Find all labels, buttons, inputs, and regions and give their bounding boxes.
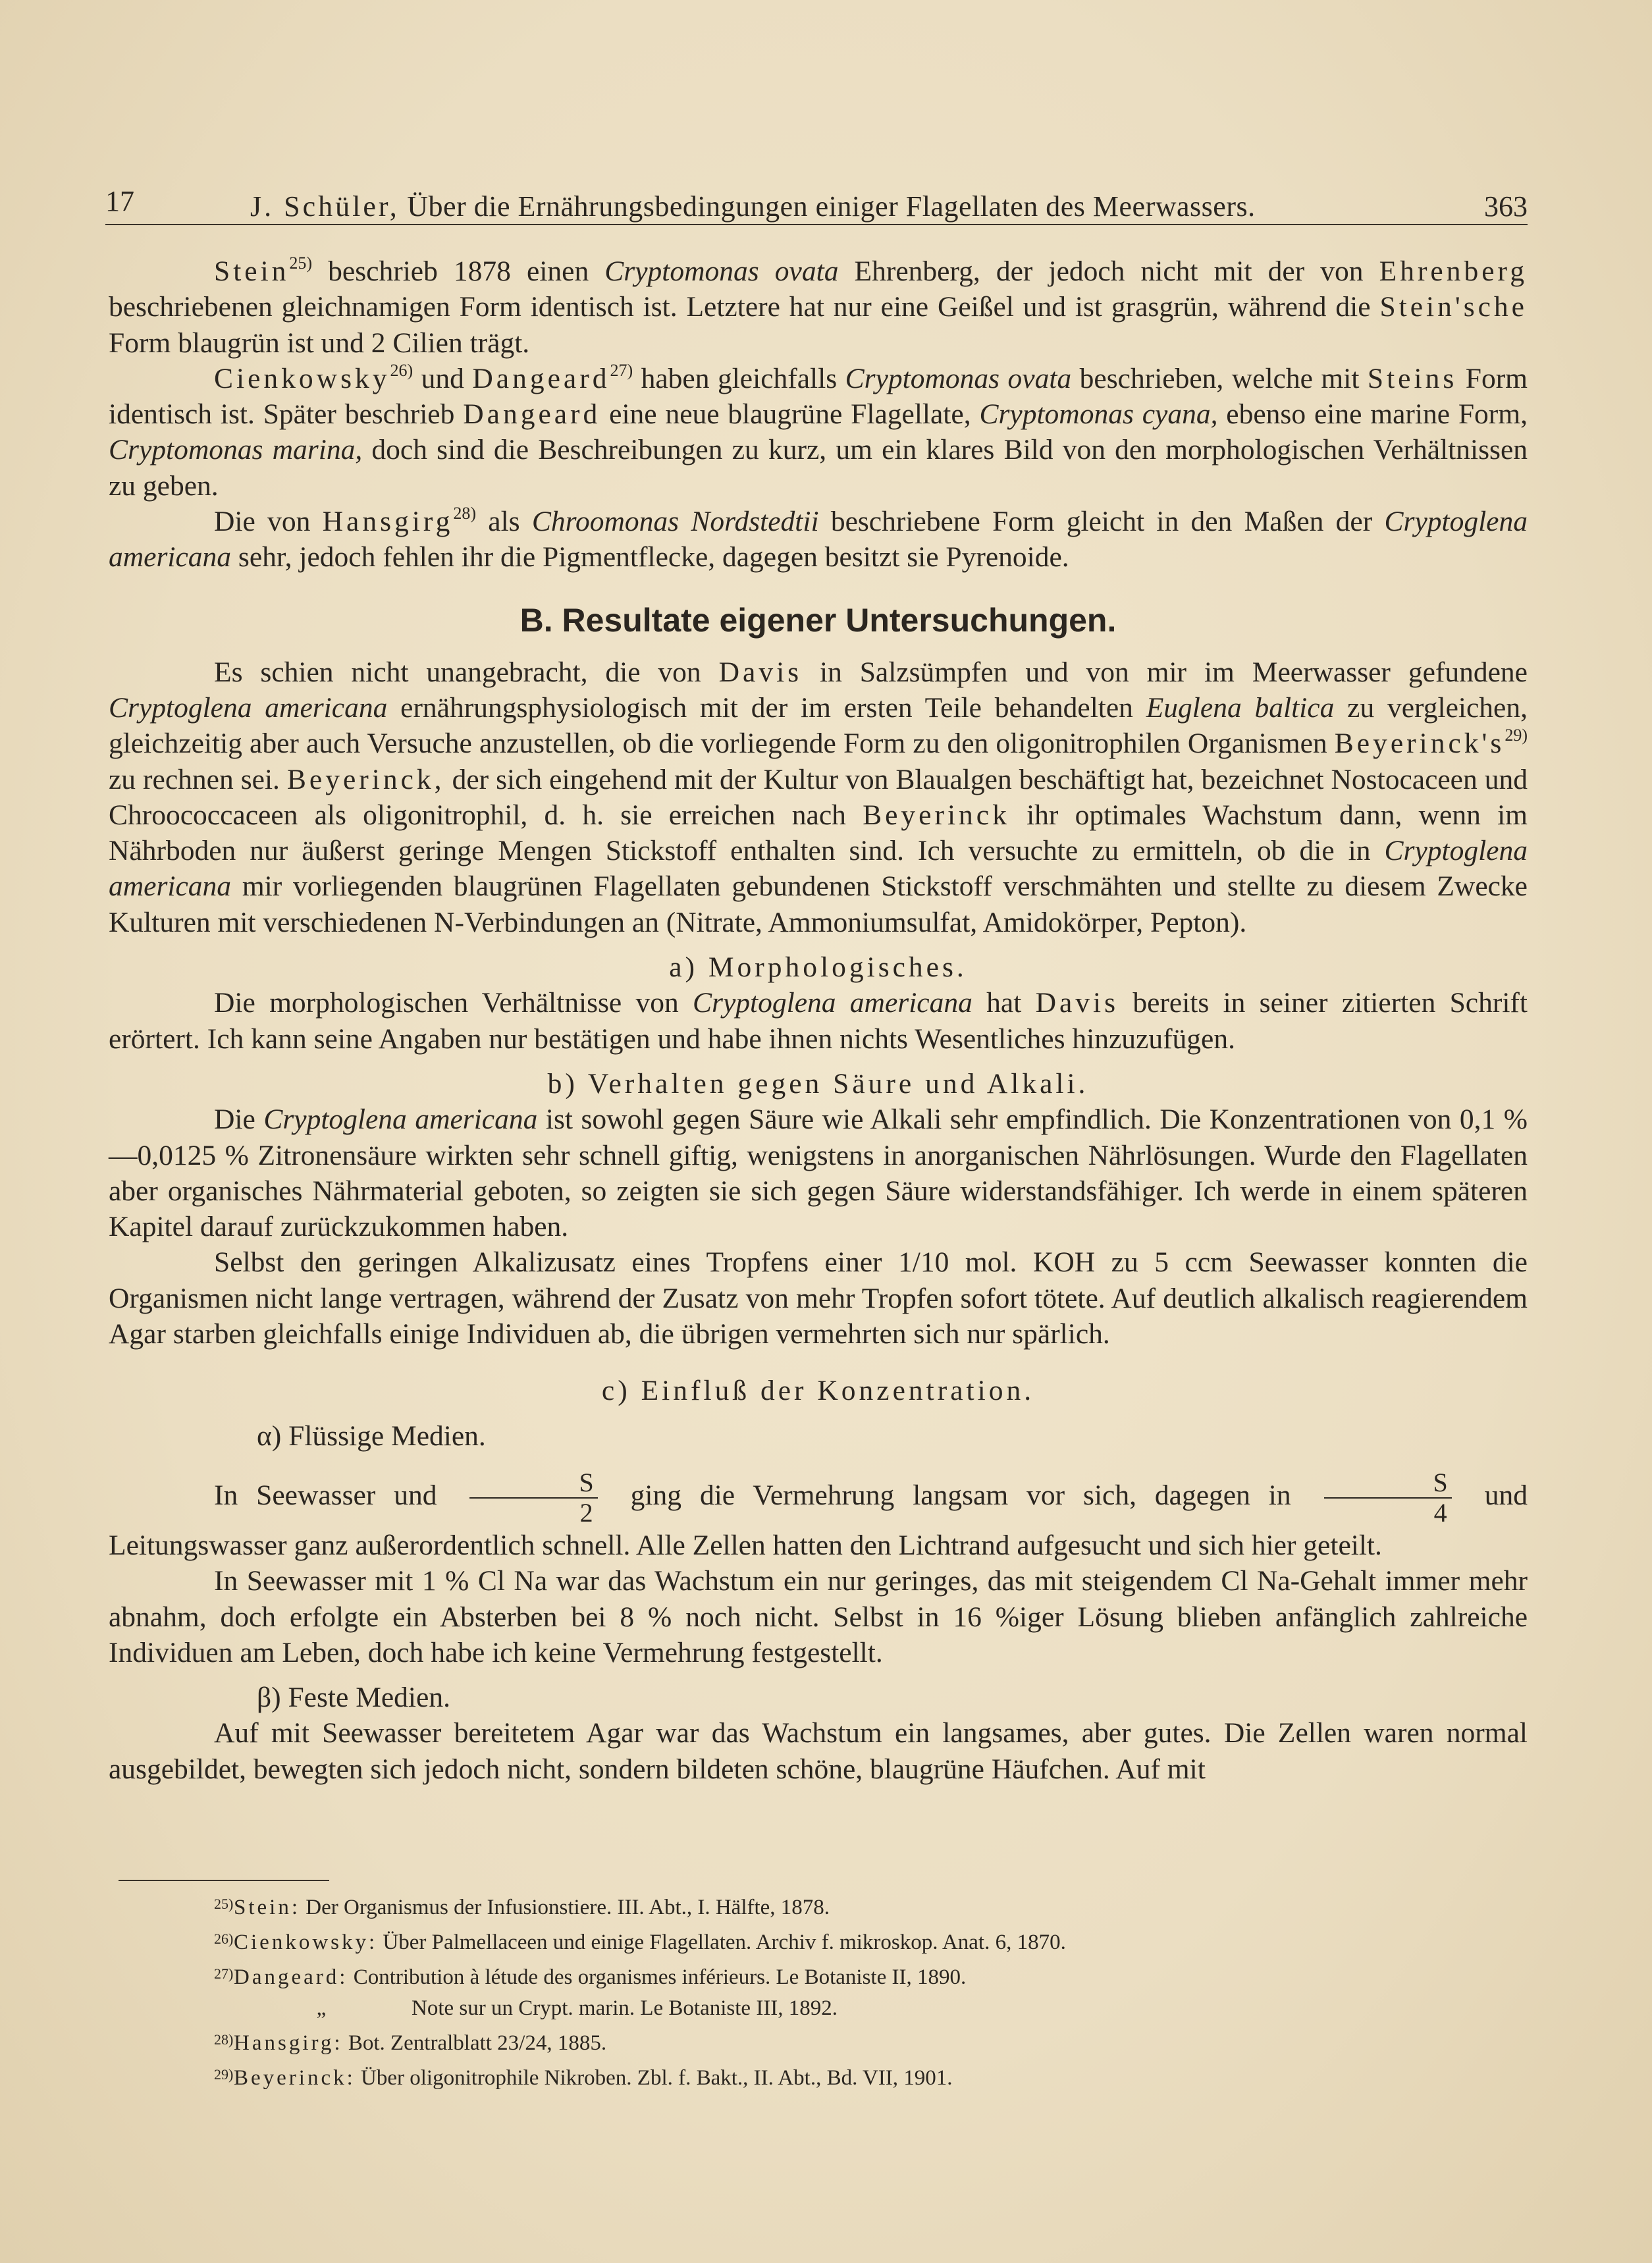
text-span: ging die Vermehrung langsam vor sich, dagegen in — [612, 1479, 1310, 1511]
footnote-text: Über oligonitrophile Nikroben. Zbl. f. Bakt., II. Abt., Bd. VII, 1901. — [355, 2066, 953, 2090]
author-name: Cienkowsky — [214, 362, 390, 394]
subsubsection-heading-beta: β) Feste Medien. — [257, 1682, 450, 1714]
fraction-s-2 — [469, 1468, 597, 1528]
paragraph: Selbst den geringen Alkalizusatz eines Tropfens einer 1/10 mol. KOH zu 5 ccm Seewasser konnten die Organismen nicht lange vertragen, während der Zusatz von mehr Tropfen sofort tötete. Auf deutlich alkalisch reagierendem Agar starben gleichfalls einige Individuen ab, die übrigen vermehrten sich nur spärlich. — [109, 1246, 1528, 1350]
footnote-separator — [119, 1880, 329, 1881]
text-span: mir vorliegenden blaugrünen Flagellaten gebundenen Stickstoff verschmähten und stellte zu diesem Zwecke Kulturen mit verschiedenen N-Verbindungen an (Nitrate, Ammoniumsulfat, Amidokörper, Pepton). — [109, 870, 1528, 938]
species-name: Cryptomonas marina, — [109, 434, 363, 466]
text-span: Die von — [214, 506, 323, 538]
footnote — [214, 2024, 1399, 2059]
section-heading: B. Resultate eigener Untersuchungen. — [520, 601, 1117, 639]
subsection-heading-a: a) Morphologisches. — [669, 951, 967, 984]
text-span: doch sind die Beschreibungen zu kurz, um ein klares Bild von den morphologischen Verhältnissen zu geben. — [109, 434, 1528, 502]
text-span: der sich eingehend mit der Kultur von Blaualgen beschäftigt hat, bezeichnet Nostocaceen und Chroococcaceen als oligonitrophil, d. h. sie erreichen nach — [109, 763, 1528, 831]
footnote-number: 25) — [214, 1896, 234, 1912]
fraction-s-4 — [1324, 1468, 1452, 1528]
author-name: Stein — [214, 255, 290, 287]
text-span: in Salzsümpfen und von mir im Meerwasser gefundene — [802, 656, 1528, 688]
text-span: Es schien nicht unangebracht, die von — [214, 656, 719, 688]
species-name: Cryptoglena americana — [693, 987, 973, 1019]
subsection-heading-c: c) Einfluß der Konzentration. — [601, 1375, 1035, 1407]
species-name: Chroomonas Nordstedtii — [531, 506, 819, 538]
footnote-text: Der Organismus der Infusionstiere. III. Abt., I. Hälfte, 1878. — [300, 1896, 830, 1919]
text-span: eine neue blaugrüne Flagellate, — [600, 398, 980, 431]
paragraph — [109, 654, 1528, 940]
body-text — [109, 253, 1528, 1787]
author-name: Beyerinck's — [1334, 728, 1505, 760]
fraction-numerator: S — [1324, 1468, 1452, 1499]
author-name: Davis — [1035, 987, 1119, 1019]
footnote-text: Über Palmellaceen und einige Flagellaten. Archiv f. mikroskop. Anat. 6, 1870. — [377, 1930, 1066, 1954]
author-name: Davis — [718, 656, 803, 688]
footnote-ref: 25) — [289, 253, 313, 273]
text-span: beschrieb 1878 einen — [312, 255, 605, 287]
footnote-number: 26) — [214, 1930, 234, 1947]
text-span: beschrieben, welche mit — [1071, 362, 1368, 394]
paragraph — [109, 361, 1528, 504]
text-span: bereits in seiner zitierten Schrift erörtert. Ich kann seine Angaben nur bestätigen und habe ihnen nichts Wesentliches hinzuzufügen. — [109, 987, 1528, 1055]
ditto-mark: „ — [316, 1996, 329, 2020]
fraction-denominator: 4 — [1433, 1497, 1447, 1528]
footnote-ref: 28) — [453, 504, 476, 523]
footnote-author: Dangeard: — [234, 1965, 348, 1989]
footnote — [214, 1923, 1399, 1958]
text-span: Die morphologischen Verhältnisse von — [214, 987, 693, 1019]
text-span: ihr optimales Wachstum dann, wenn im Nährboden nur äußerst geringe Mengen Stickstoff enthalten sind. Ich versuchte zu ermitteln, ob die in — [109, 799, 1528, 867]
species-name: Cryptoglena americana — [109, 506, 1528, 573]
page-number-left: 17 — [105, 185, 134, 217]
text-span: In Seewasser und — [214, 1479, 456, 1511]
footnote-author: Beyerinck: — [234, 2066, 356, 2090]
footnote-number: 28) — [214, 2031, 234, 2048]
text-span: Die — [214, 1104, 264, 1136]
page-number-right: 363 — [1484, 190, 1528, 223]
paragraph — [109, 253, 1528, 361]
paragraph — [109, 985, 1528, 1057]
running-author: J. Schüler, — [250, 190, 400, 223]
footnote-number: 27) — [214, 1965, 234, 1982]
author-name: Beyerinck, — [286, 763, 445, 795]
species-name: Euglena baltica — [1146, 691, 1335, 724]
text-span: zu vergleichen, gleichzeitig aber auch Versuche anzustellen, ob die vorliegende Form zu den oligonitrophilen Organismen — [109, 691, 1528, 760]
author-name: Dangeard — [472, 362, 610, 394]
text-span: Ehrenberg, der jedoch nicht mit der von — [838, 255, 1379, 287]
species-name: Cryptomonas ovata — [604, 255, 839, 287]
paragraph — [109, 1468, 1528, 1563]
fraction-numerator: S — [469, 1468, 597, 1499]
text-span: Form identisch ist. Später beschrieb — [109, 362, 1528, 431]
author-name: Steins — [1367, 362, 1458, 394]
species-name: Cryptoglena americana — [109, 691, 388, 724]
species-name: Cryptoglena americana — [263, 1104, 538, 1136]
running-header — [105, 184, 1528, 225]
text-span: haben gleichfalls — [633, 362, 845, 394]
text-span: und — [413, 362, 473, 394]
text-span: beschriebene Form gleicht in den Maßen der — [818, 506, 1385, 538]
text-span: beschriebenen gleichnamigen Form identisch ist. Letztere hat nur eine Geißel und ist grasgrün, während die — [109, 291, 1380, 323]
author-name: Hansgirg — [322, 506, 454, 538]
footnote-author: Cienkowsky: — [234, 1930, 378, 1954]
paragraph — [109, 1102, 1528, 1244]
footnote — [214, 1993, 1399, 2024]
text-span: ernährungsphysiologisch mit der im ersten Teile behandelten — [387, 691, 1146, 724]
footnote — [214, 1888, 1399, 1923]
species-name: Cryptomonas cyana, — [979, 398, 1218, 431]
paragraph: Auf mit Seewasser bereitetem Agar war das Wachstum ein langsames, aber gutes. Die Zellen waren normal ausgebildet, bewegten sich jedoch nicht, sondern bildeten schöne, blaugrüne Häufchen. Auf mit — [109, 1717, 1528, 1785]
text-span: ist sowohl gegen Säure wie Alkali sehr empfindlich. Die Konzentrationen von 0,1 %—0,0125 % Zitronensäure wirkten sehr schnell giftig, wenigstens in anorganischen Nährlösungen. Wurde den Flagellaten aber organisches Nährmaterial geboten, so zeigten sie sich gegen Säure widerstandsfähiger. Ich werde in einem späteren Kapitel darauf zurückzukommen haben. — [109, 1104, 1528, 1243]
text-span: Form blaugrün ist und 2 Cilien trägt. — [109, 327, 530, 359]
footnote-text: Note sur un Crypt. marin. Le Botaniste III, 1892. — [412, 1996, 838, 2020]
fraction-denominator: 2 — [579, 1497, 593, 1528]
footnote-author: Stein: — [234, 1896, 301, 1919]
footnote-ref: 27) — [610, 360, 633, 380]
paragraph: In Seewasser mit 1 % Cl Na war das Wachstum ein nur geringes, das mit steigendem Cl Na-Gehalt immer mehr abnahm, doch erfolgte ein Absterben bei 8 % noch nicht. Selbst in 16 %iger Lösung blieben anfänglich zahlreiche Individuen am Leben, doch habe ich keine Vermehrung festgestellt. — [109, 1565, 1528, 1668]
species-name: Cryptoglena americana — [109, 835, 1528, 903]
species-name: Cryptomonas ovata — [845, 362, 1072, 394]
text-span: zu rechnen sei. — [109, 763, 287, 795]
text-span: ebenso eine marine Form, — [1217, 398, 1528, 431]
subsection-heading-b: b) Verhalten gegen Säure und Alkali. — [547, 1067, 1089, 1100]
author-name: Dangeard — [463, 398, 601, 431]
footnote — [214, 2059, 1399, 2094]
text-span: hat — [972, 987, 1036, 1019]
footnote-number: 29) — [214, 2066, 234, 2083]
footnote-text: Bot. Zentralblatt 23/24, 1885. — [342, 2031, 607, 2055]
text-span: sehr, jedoch fehlen ihr die Pigmentflecke, dagegen besitzt sie Pyrenoide. — [231, 541, 1069, 573]
author-name: Stein'sche — [1379, 291, 1528, 323]
running-title — [250, 190, 1256, 223]
footnote-ref: 26) — [390, 360, 413, 380]
footnote — [214, 1958, 1399, 1993]
footnote-text: Contribution à létude des organismes inférieurs. Le Botaniste II, 1890. — [348, 1965, 967, 1989]
paragraph — [109, 504, 1528, 575]
text-span: als — [476, 506, 532, 538]
author-name: Ehrenberg — [1379, 255, 1528, 287]
subsubsection-heading-alpha: α) Flüssige Medien. — [257, 1420, 486, 1452]
author-name: Beyerinck — [863, 799, 1010, 831]
footnote-author: Hansgirg: — [234, 2031, 343, 2055]
footnotes — [214, 1888, 1399, 2094]
running-title-text: Über die Ernährungsbedingungen einiger Flagellaten des Meerwassers. — [407, 190, 1256, 223]
text-span: und Leitungswasser ganz außerordentlich schnell. Alle Zellen hatten den Lichtrand aufgesucht und sich hier geteilt. — [109, 1479, 1528, 1561]
footnote-ref: 29) — [1505, 726, 1528, 745]
